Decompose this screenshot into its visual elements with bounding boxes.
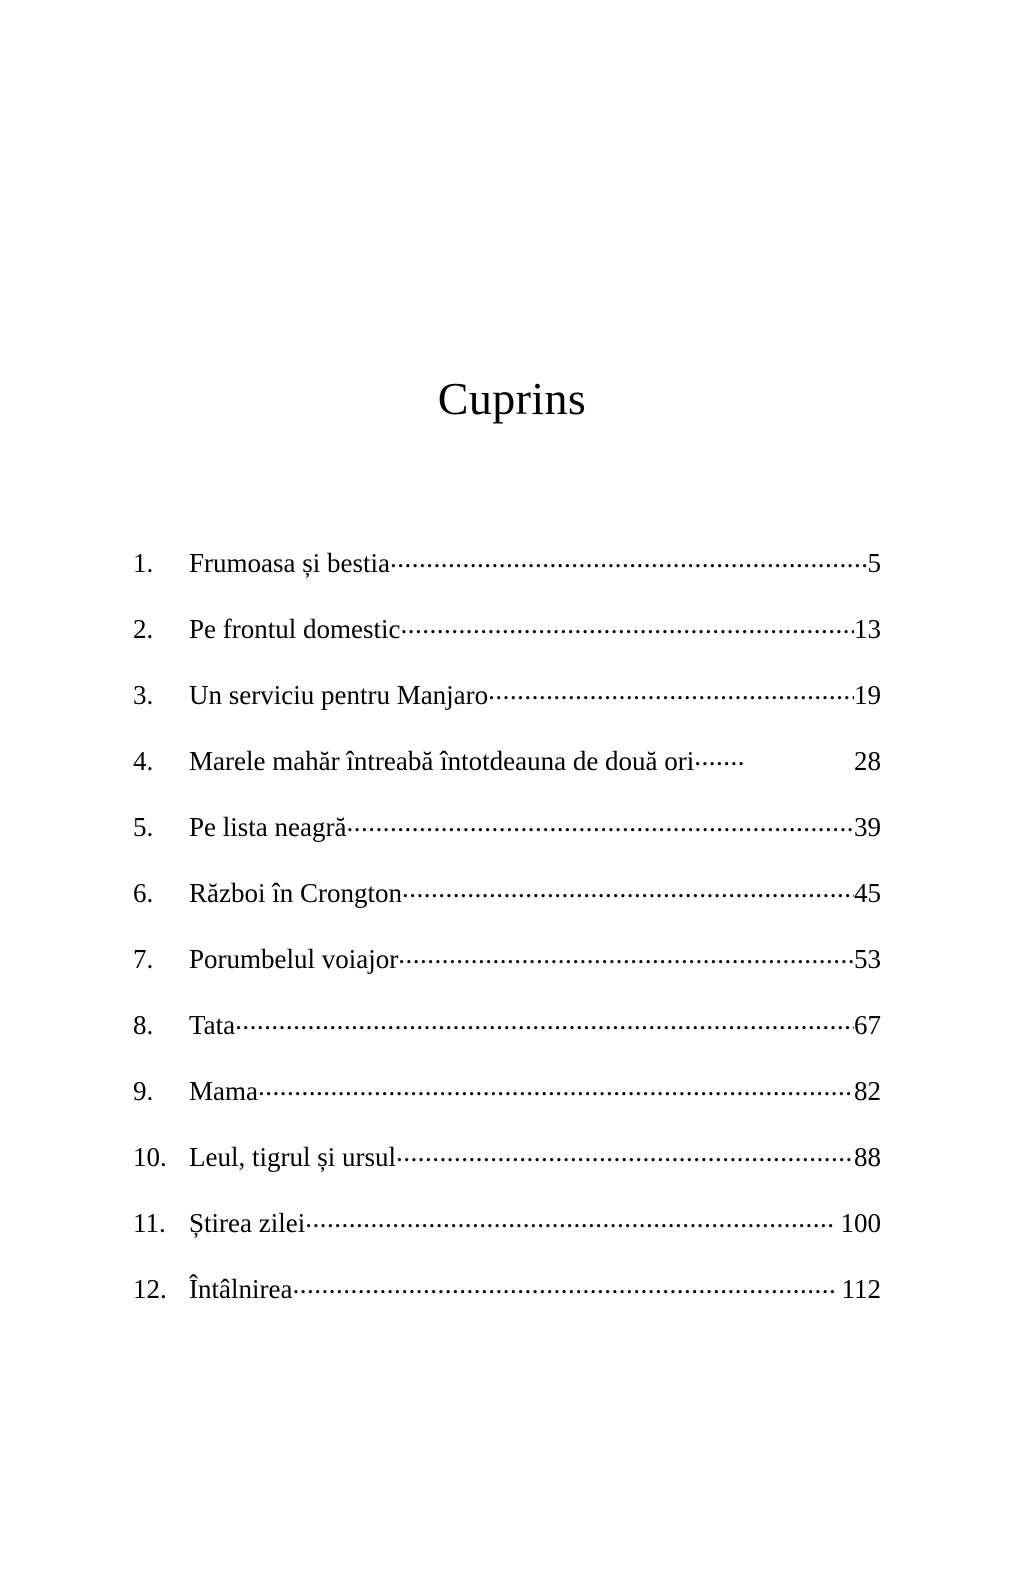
toc-leader-dots — [390, 545, 868, 572]
toc-entry-label: Porumbelul voiajor — [189, 944, 399, 974]
toc-entry-label: Leul, tigrul și ursul — [189, 1142, 396, 1172]
toc-leader-dots — [235, 1007, 854, 1034]
toc-entry-number: 6. — [133, 878, 154, 908]
toc-entry-label: Mama — [189, 1076, 258, 1106]
toc-entry-label: Tata — [189, 1010, 236, 1040]
toc-leader-dots — [292, 1271, 835, 1298]
toc-entry-page: 67 — [854, 1010, 881, 1040]
toc-entry-number: 12. — [133, 1274, 167, 1304]
toc-leader-dots — [398, 941, 854, 968]
toc-entry-page: 100 — [840, 1208, 881, 1238]
toc-entry[interactable] — [133, 1073, 881, 1139]
toc-entry-label: Pe frontul domestic — [189, 614, 401, 644]
toc-entry[interactable] — [133, 677, 881, 743]
toc-entry-page: 82 — [854, 1076, 881, 1106]
toc-entry-page: 45 — [854, 878, 881, 908]
toc-entry-number: 8. — [133, 1010, 154, 1040]
toc-entry-label: Întâlnirea — [189, 1274, 293, 1304]
table-of-contents — [133, 545, 881, 1337]
toc-entry[interactable] — [133, 1007, 881, 1073]
toc-entry-page: 13 — [854, 614, 881, 644]
toc-entry-number: 11. — [133, 1208, 166, 1238]
toc-entry-number: 2. — [133, 614, 154, 644]
toc-entry-label: Știrea zilei — [189, 1208, 306, 1238]
toc-entry[interactable] — [133, 809, 881, 875]
toc-entry-page: 28 — [854, 746, 881, 776]
toc-entry-label: Marele mahăr întreabă întotdeauna de două ori — [189, 746, 695, 776]
toc-entry-page: 112 — [841, 1274, 881, 1304]
toc-leader-dots — [400, 611, 854, 638]
toc-entry-number: 4. — [133, 746, 154, 776]
toc-entry[interactable] — [133, 875, 881, 941]
toc-entry[interactable] — [133, 1205, 881, 1271]
toc-leader-dots — [258, 1073, 854, 1100]
toc-entry-number: 3. — [133, 680, 154, 710]
page-title: Cuprins — [437, 373, 587, 424]
toc-entry-number: 5. — [133, 812, 154, 842]
toc-leader-dots — [346, 809, 854, 836]
toc-entry-number: 9. — [133, 1076, 154, 1106]
toc-entry[interactable] — [133, 545, 881, 611]
toc-entry-number: 7. — [133, 944, 154, 974]
toc-leader-dots — [402, 875, 854, 902]
toc-entry[interactable] — [133, 1139, 881, 1205]
toc-entry-label: Război în Crongton — [189, 878, 402, 908]
toc-entry-page: 53 — [854, 944, 881, 974]
toc-leader-dots — [488, 677, 854, 704]
toc-entry-number: 1. — [133, 548, 154, 578]
toc-entry-page: 88 — [854, 1142, 881, 1172]
toc-entry[interactable] — [133, 743, 881, 809]
toc-entry-label: Un serviciu pentru Manjaro — [189, 680, 489, 710]
toc-entry-label: Frumoasa și bestia — [189, 548, 390, 578]
toc-entry-number: 10. — [133, 1142, 167, 1172]
toc-entry[interactable] — [133, 941, 881, 1007]
toc-entry-page: 19 — [854, 680, 881, 710]
toc-leader-dots — [694, 743, 854, 770]
toc-entry-page: 39 — [854, 812, 881, 842]
toc-leader-dots — [305, 1205, 834, 1232]
toc-entry[interactable] — [133, 1271, 881, 1337]
toc-entry-page: 5 — [867, 548, 881, 578]
toc-entry-label: Pe lista neagră — [189, 812, 347, 842]
toc-entry[interactable] — [133, 611, 881, 677]
toc-leader-dots — [396, 1139, 854, 1166]
